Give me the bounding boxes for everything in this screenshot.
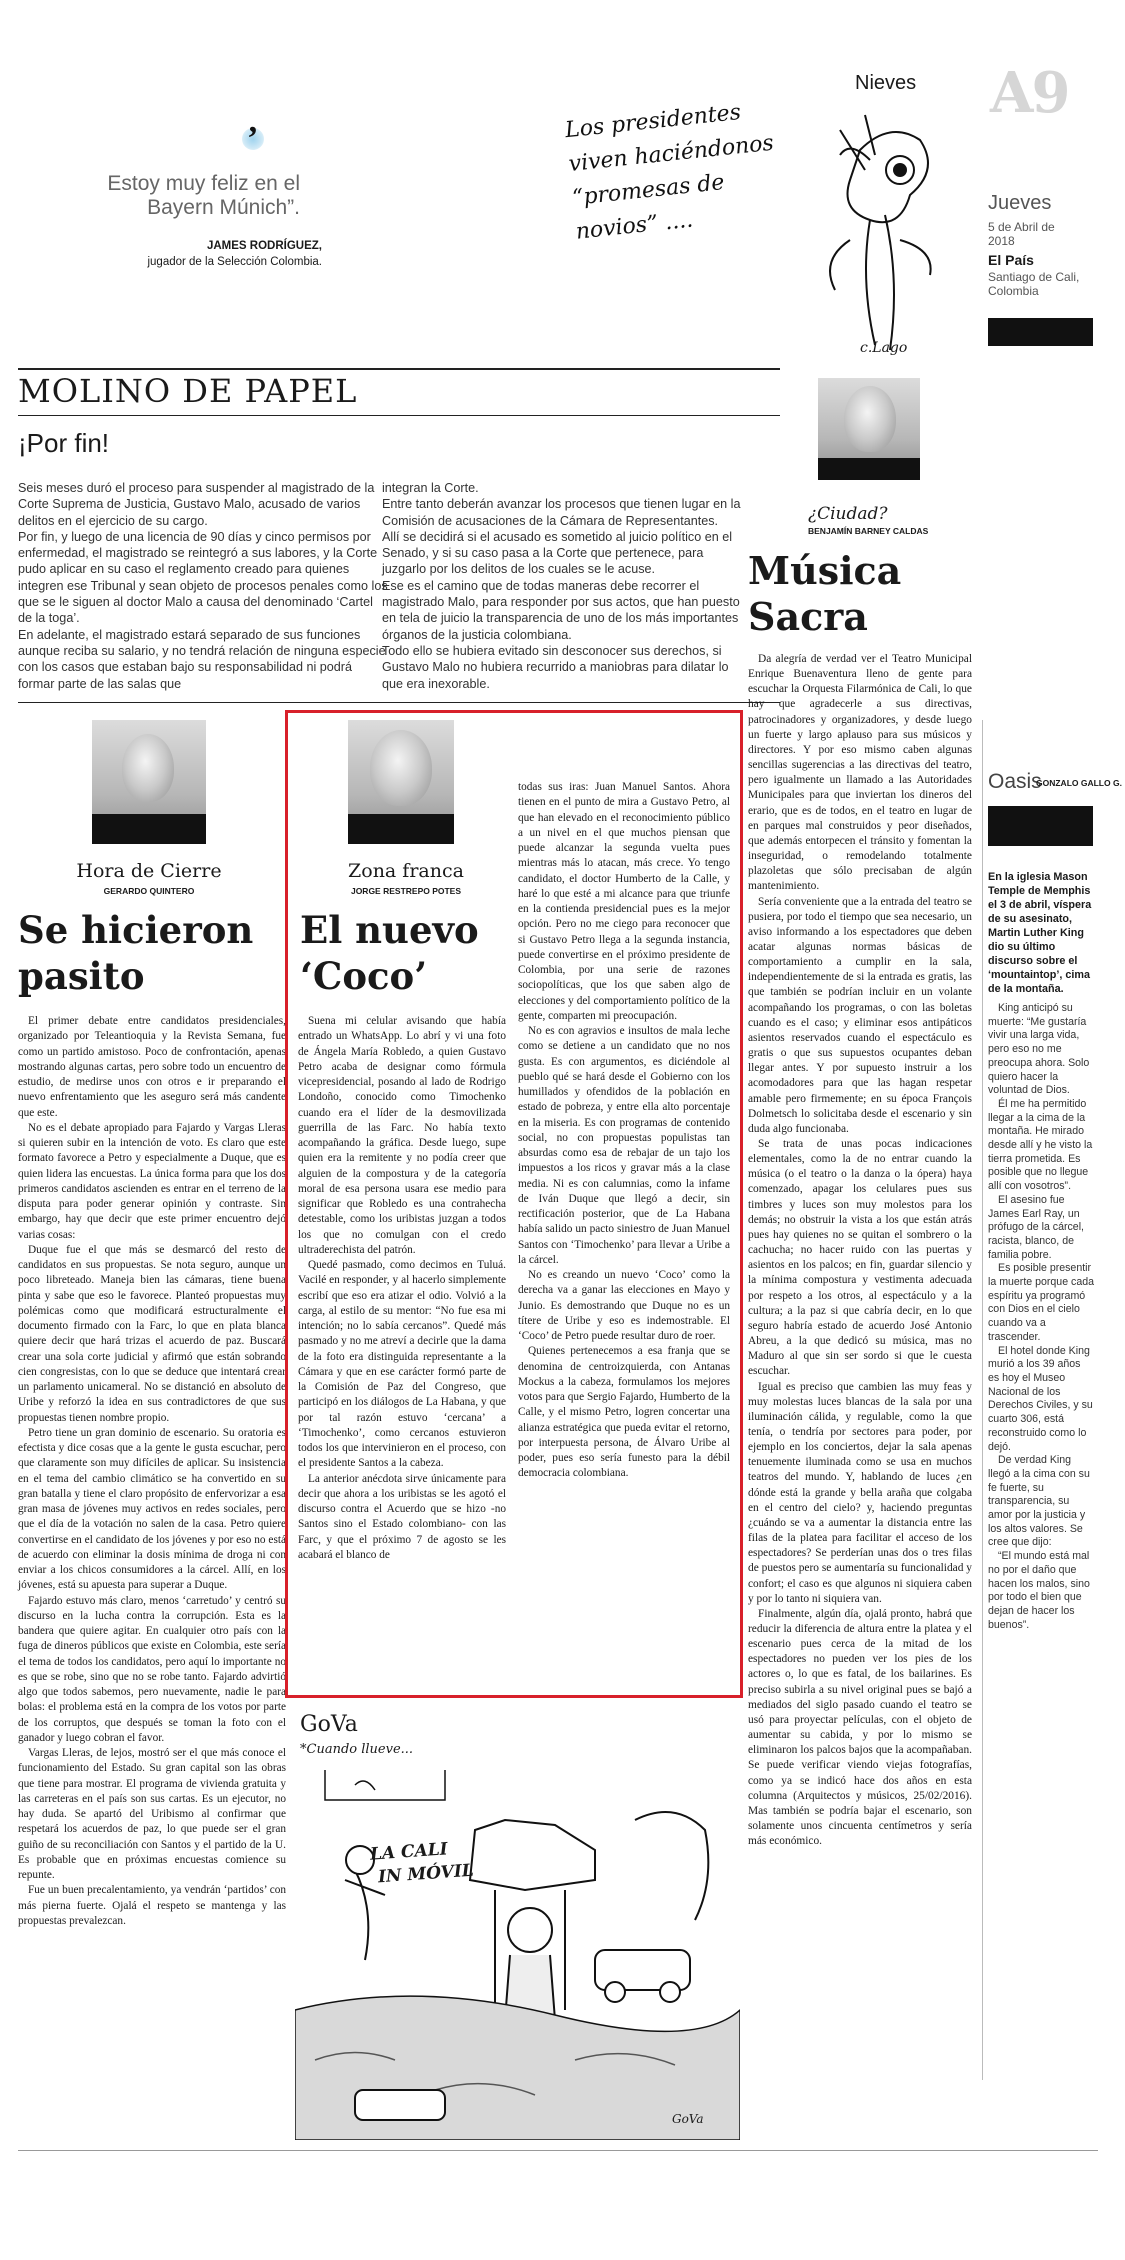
zona-headline-2: ‘Coco’ — [300, 954, 428, 998]
molino-paragraph: integran la Corte. — [382, 481, 479, 495]
editorial-cartoon — [530, 72, 950, 360]
gova-cartoon-drawing — [295, 1760, 740, 2140]
zona-paragraph: No es con agravios e insultos de mala leche como se detiene a un candidato que no nos gusta. Es con argumentos, es diciéndole al pueblo qué se hará desde el Gobierno con los humillados y ofendidos de la población en estado de pobreza, y entre ella alto porcentaje en la miseria. Es con programas de contenido social, no con propuestas populistas tan absurdas como esa de rebajar de un tajo los impuestos a los ricos y gravar más a la clase media. Ni es con calumnias, como la infame de Iván Duque que llegó a decir, sin rectificación posterior, que de La Habana había salido un pacto siniestro de Juan Manuel Santos con ‘Timochenko’ para llevar a Uribe a la cárcel. — [518, 1025, 730, 1266]
ciudad-paragraph: Igual es preciso que cambien las muy feas y muy molestas luces blancas de la sala por una iluminación cálida, y regulable, como la que tenía, o tendría por sectores para poder, por ejemplo en los conciertos, dejar la sala apenas tenuemente iluminada como se usa en muchos teatros del mundo. Y, hablando de luces ¿en dónde está la grande y bella araña que colgaba en el centro del cielo? y, haciendo preguntas ¿cuándo se va a aumentar la distancia entre las filas de la platea para facilitar el acceso de los espectadores? Se perderían unas dos o tres filas de puestos pero se aumentaría su funcionalidad y confort; el caso es que algunos ni siquiera caben y por lo tanto ni siquiera van. — [748, 1380, 972, 1605]
ciudad-paragraph: Finalmente, algún día, ojalá pronto, habrá que reducir la diferencia de altura entre la platea y el escenario pues cerca de la mitad de los espectadores no pueden ver los pies de los actores o, lo que es fatal, de los bailarines. Es preciso subirla a su nivel original pues se bajó a mediados del siglo pasado cuando el teatro se usó para proyectar películas, con el objeto de aumentar su cabida, y por lo mismo se eliminaron los palcos bajos que la acompañaban. Se puede verificar viendo viejas fotografías, como ya se indicó hace dos años en esta columna (Arquitectos y músicos, 25/02/2016). Mas también se podría bajar el escenario, son solamente unos cincuenta centímetros y sería más económico. — [748, 1607, 972, 1848]
zona-paragraph: Suena mi celular avisando que había entrado un WhatsApp. Lo abrí y vi una foto de Ángela María Robledo, a quien Gustavo Petro acaba de designar como fórmula vicepresidencial, posando al lado de Rodrigo Londoño, conocido como Timochenko cuando era el líder de la desmovilizada guerrilla de las Farc. No había texto acompañando la gráfica. Desde luego, supe quien era la remitente y no podía creer que alguien de la compostura y de la categoría moral de esa persona usara ese medio para significar que Robledo es una contrahecha detestable, como los uribistas juzgan a todos los que no comulgan con el credo ultraderechista del patrón. — [298, 1015, 506, 1256]
ciudad-paragraph: Sería conveniente que a la entrada del teatro se pusiera, por todo el tiempo que sea necesario, un aviso informando a los espectadores que deben acatar algunas normas básicas de comportamiento a cumplir en la sala, independientemente de si la entrada es gratis, las que también se podrían incluir en un volante acompañando los programas, o con las boletas cuando es el caso; y eliminar esos antipáticos asientos reservados cuando el espectáculo es gratis o que sus supuestos ocupantes deban llegar antes. Y por supuesto instruir a los acomodadores para que las hagan respetar amable pero firmemente; en su época François Dolmetsch lo solicitaba desde el escenario y sin duda algo funcionaba. — [748, 895, 972, 1135]
page-number: A9 — [990, 60, 1069, 126]
molino-paragraph: Por fin, y luego de una licencia de 90 días y cinco permisos por enfermedad, el magistrado se reintegró a sus labores, y la Corte pudo aplicar en su caso el reglamento creado para quienes integren ese Tribunal y sean objeto de procesos penales como los que se le siguen al doctor Malo a causa del denominado ‘Cartel de la toga’. — [18, 529, 388, 626]
molino-bottom-rule — [18, 702, 780, 703]
molino-headline: ¡Por fin! — [18, 428, 110, 458]
section-top-rule — [18, 368, 780, 370]
header-quote: Estoy muy feliz en el Bayern Múnich”. — [107, 172, 300, 219]
hora-paragraph: Fajardo estuvo más claro, menos ‘carretudo’ y centró su discurso en la lucha contra la corrupción. Esta es la bandera que quiere agitar. En cualquier otro país con la fuga de dineros públicos que existe en Colombia, este sería el tema de todos los candidatos, pero aquí lo importante no es que se robe, sino que no se robe tanto. Fajardo advirtió algo que todos sabemos, pero nuevamente, nadie le para bolas: el problema está en la compra de los votos por parte de los corruptos, que después se toman la foto con el ganador y luego cobran el favor. — [18, 1594, 286, 1744]
zona-paragraph: Quedé pasmado, como decimos en Tuluá. Vacilé en responder, y al hacerlo simplemente escribí que eso era atizar el odio. Volvió a la carga, al estilo de su mentor: “No fue esa mi intención; no lo sabía cercanos”. Quedé más pasmado y no me atreví a decirle que la dama de la foto era distinguida representante a la Cámara y que en ese carácter formó parte de la Comisión de Paz del Congreso, que participó en los diálogos de La Habana, y que por tal razón estuvo ‘cercana’ a ‘Timochenko’, como cercanos estuvieron todos los que intervinieron en el proceso, con el presidente Santos a la cabeza. — [298, 1259, 506, 1470]
edition-day: Jueves — [988, 192, 1052, 214]
oasis-lead: En la iglesia Mason Temple de Memphis el 3 de abril, víspera de su asesinato, Martin Luther King dio su último discurso sobre el ‘mountaintop’, cima de la montaña. — [988, 871, 1092, 995]
molino-section-title: MOLINO DE PAPEL — [18, 372, 358, 410]
zona-col2 — [518, 780, 730, 1482]
ciudad-author: BENJAMÍN BARNEY CALDAS — [808, 526, 929, 536]
molino-paragraph: Entre tanto deberán avanzar los procesos que tienen lugar en la Comisión de acusaciones de la Cámara de Representantes. — [382, 497, 741, 528]
header-black-bar — [988, 318, 1093, 346]
molino-paragraph: Allí se decidirá si el acusado es sometido al juicio político en el Senado, y si su caso pasa a la Corte que pertenece, para juzgarlo por los delitos de los cuales se le acuse. — [382, 529, 733, 577]
cartoon-caption: Los presidentes viven haciéndonos “promesas de novios” .... — [563, 99, 775, 245]
zona-author: JORGE RESTREPO POTES — [350, 886, 462, 896]
gova-sign-line-2: IN MÓVIL — [377, 1860, 475, 1888]
section-title-rule — [18, 415, 780, 416]
quote-author: JAMES RODRÍGUEZ, — [206, 240, 322, 252]
hora-headline-2: pasito — [18, 954, 145, 998]
oasis-column-name: Oasis — [988, 770, 1042, 793]
hora-paragraph: Fue un buen precalentamiento, ya vendrán ‘partidos’ con más pierna fuerte. Ojalá el respeto se mantenga y las propuestas prevalezcan. — [18, 1884, 286, 1927]
zona-column-name: Zona franca — [348, 860, 464, 882]
molino-paragraph: Ese es el camino que de todas maneras debe recorrer el magistrado Malo, para responder por sus actos, que han puesto en tela de juicio la transparencia de uno de los más importantes órganos de la justicia colombiana. — [382, 578, 740, 642]
ciudad-headline-1: Música — [748, 548, 902, 593]
hora-paragraph: Petro tiene un gran dominio de escenario. Su oratoria es efectista y dice cosas que a la gente le gusta escuchar, pero que claramente son muy difíciles de aplicar. Su insistencia en el tema del cambio climático se ha convertido en su gran batalla y tiene el claro propósito de enfervorizar a esa gran masa de jóvenes muy activos en redes sociales, pero que el día de la votación no salen de la casa. Petro quiere convertirse en el candidato de los jóvenes y por eso no está de acuerdo con eliminar la dosis mínima de droga ni con enviar a los chicos consumidores a la cárcel. Allí, en los jóvenes, está su apuesta para superar a Duque. — [18, 1426, 286, 1592]
oasis-paragraph: El hotel donde King murió a los 39 años es hoy el Museo Nacional de los Derechos Civiles, y su cuarto 306, está reconstruido como lo dejó. — [988, 1344, 1093, 1453]
hora-column-name: Hora de Cierre — [76, 860, 222, 882]
cartoon-figure — [750, 110, 950, 360]
gova-title: GoVa — [300, 1712, 358, 1737]
zona-paragraph: Quienes pertenecemos a esa franja que se denomina de centroizquierda, con Antanas Mockus a la cabeza, formulamos los mejores votos para que Sergio Fajardo, Humberto de la Calle, y el mismo Petro, logren concertar una alianza estratégica que pueda evitar el retorno, por interpuesta persona, de Álvaro Uribe al poder, pues eso sería funesto para la débil democracia colombiana. — [518, 1345, 730, 1480]
molino-paragraph: Seis meses duró el proceso para suspender al magistrado de la Corte Suprema de Justicia, Gustavo Malo, acusado de varios delitos en el ejercicio de su cargo. — [18, 481, 375, 528]
gova-caption: *Cuando llueve... — [300, 1742, 414, 1757]
ciudad-column-name: ¿Ciudad? — [808, 504, 888, 524]
oasis-author: GONZALO GALLO G. — [1036, 778, 1122, 788]
hora-paragraph: Duque fue el que más se desmarcó del resto de candidatos en sus propuestas. Se nota seguro, aunque un poco libreteado. Maneja bien las cámaras, tiene buena pinta y sabe que eso le favorece. Planteó propuestas muy polémicas como que modificará estructuralmente el documento firmado con la Farc, lo que en plata blanca quiere decir que hará trizas el acuerdo de paz. Buscará crear una sola corte judicial y afirmó que están sobrando cien congresistas, con lo que se deduce que intentará crear un parlamento unicameral. No se distanció en absoluto de Uribe y reforzó la idea en sus contradictores de que sus propuestas tienen nombre propio. — [18, 1243, 286, 1424]
hora-headline-1: Se hicieron — [18, 908, 254, 952]
oasis-paragraph: Él me ha permitido llegar a la cima de la montaña. He mirado desde allí y he visto la tierra prometida. Es posible que no llegue allí con vosotros”. — [988, 1097, 1093, 1193]
hora-paragraph: Vargas Lleras, de lejos, mostró ser el que más conoce el funcionamiento del Estado. Su gran capital son las obras que tiene para mostrar. El programa de vivienda gratuita y las carreteras en el país son sus cartas. Es un ejecutor, no hay duda. Se apartó del Uribismo al confirmar que respetará los acuerdos de paz, lo que puede ser el gran guiño de su reconciliación con Santos y el partido de la U. Es probable que en próximas encuestas comience su repunte. — [18, 1747, 286, 1881]
molino-paragraph: En adelante, el magistrado estará separado de sus funciones aunque reciba su salario, y no tendrá relación de ninguna especie con los casos que estaban bajo su responsabilidad ni podrá formar parte de las salas que — [18, 627, 386, 691]
zona-col1 — [298, 1014, 506, 1563]
quote-role: jugador de la Selección Colombia. — [147, 256, 322, 268]
zona-paragraph: La anterior anécdota sirve únicamente para decir que ahora a los uribistas se les agotó el discurso contra el Acuerdo que se hizo -no Santos sino el Estado colombiano- con las Farc, y que el próximo 7 de agosto se les acabará el blanco de — [298, 1472, 506, 1561]
quote-glyph: ’ — [247, 120, 259, 157]
author-photo-quintero — [92, 720, 206, 844]
oasis-paragraph: King anticipó su muerte: “Me gustaría vivir una larga vida, pero eso no me preocupa ahora. Solo quiero hacer la voluntad de Dios. — [988, 1002, 1090, 1097]
zona-paragraph: No es creando un nuevo ‘Coco’ como la derecha va a ganar las elecciones en Mayo y Junio. Es demostrando que Duque no es un títere de Uribe y eso es indemostrable. El ‘Coco’ de Petro puede resultar duro de roer. — [518, 1269, 730, 1342]
edition-date: 5 de Abril de 2018 — [988, 220, 1055, 248]
oasis-paragraph: De verdad King llegó a la cima con su fe fuerte, su transparencia, su amor por la justicia y los altos valores. Se cree que dijo: — [988, 1454, 1090, 1549]
molino-col2 — [382, 480, 744, 692]
oasis-black-bar — [988, 806, 1093, 846]
cartoonist-name: Nieves — [855, 72, 917, 94]
hora-body — [18, 1014, 286, 1929]
zona-paragraph: todas sus iras: Juan Manuel Santos. Ahora tienen en el punto de mira a Gustavo Petro, al que han elevado en el reconocimiento público a un nivel en el que muchos piensan que puede alcanzar la segunda vuelta pues mientras más lo atacan, más crece. Yo tengo candidato, el doctor Humberto de la Calle, y haré lo que esté a mi alcance para que triunfe en la contienda presidencial pues es la mejor opción. Pero no me ciego para reconocer que si Gustavo Petro llega a la segunda instancia, puede convertirse en el próximo presidente de Colombia, por una serie de razones sociopolíticas, que los que saben algo de elecciones y del comportamiento político de la gente, comparten mi preocupación. — [518, 781, 730, 1022]
author-photo-restrepo — [348, 720, 454, 844]
hora-paragraph: No es el debate apropiado para Fajardo y Vargas Lleras si quieren subir en la intención de voto. Es claro que este formato favorece a Petro y especialmente a Duque, que es quien lidera las encuestas. La única forma para que los dos primeros candidatos ascienden es entrar en el terreno de la disputa para poder generar opinión y contraste. Sin embargo, hay que decir que este primer encuentro dejó varias cosas: — [18, 1121, 286, 1241]
newspaper-name: El País — [988, 252, 1034, 268]
zona-headline-1: El nuevo — [300, 908, 479, 952]
gova-signature: GoVa — [672, 2112, 704, 2126]
edition-city: Santiago de Cali, Colombia — [988, 270, 1080, 298]
ciudad-headline-2: Sacra — [748, 594, 868, 639]
oasis-paragraph: “El mundo está mal no por el daño que hacen los malos, sino por todo el bien que dejan de hacer los buenos”. — [988, 1550, 1090, 1631]
page-bottom-rule — [18, 2150, 1098, 2151]
oasis-body — [988, 1002, 1094, 1632]
oasis-paragraph: El asesino fue James Earl Ray, un prófugo de la cárcel, racista, blanco, de familia pobre. — [988, 1193, 1084, 1261]
hora-author: GERARDO QUINTERO — [103, 886, 195, 896]
ciudad-body — [748, 652, 972, 1849]
cartoon-signature: c.Lago — [860, 340, 908, 356]
molino-paragraph: Todo ello se hubiera evitado sin desconocer sus derechos, si Gustavo Malo no hubiera recurrido a maniobras para dilatar lo que era inexorable. — [382, 643, 729, 691]
oasis-paragraph: Es posible presentir la muerte porque cada espíritu ya programó con Dios en el cielo cuando va a trascender. — [988, 1262, 1095, 1343]
hora-paragraph: El primer debate entre candidatos presidenciales, organizado por Teleantioquia y la Revista Semana, fue como un partido amistoso. Poco de confrontación, apenas mostrando algunas cartas, pero sobre todo un encuentro de estudio, de medirse unos con otros e ir preparando el nuevo enfrentamiento que les aseguro será más candente que este. — [18, 1015, 286, 1119]
gova-sign-line-1: LA CALI — [369, 1839, 449, 1865]
ciudad-paragraph: Da alegría de verdad ver el Teatro Municipal Enrique Buenaventura lleno de gente para escuchar la Orquesta Filarmónica de Cali, lo que hay que agradecerle a sus directivas, patrocinadores y organizadores, y desde luego un fuerte y largo aplauso para sus músicos y directores. Y por eso mismo caben algunas sencillas sugerencias a las directivas del teatro, pero igualmente un llamado a las Autoridades Municipales para que inviertan los dineros del erario, que es de todos, en el teatro en lugar de en parques mal construidos y peor diseñados, que además entorpecen el tránsito y fomentan la inseguridad, o remodelando totalmente plazoletas que sólo precisaban de algún mantenimiento. — [748, 653, 972, 893]
ciudad-paragraph: Se trata de unas pocas indicaciones elementales, como la de no entrar cuando la música (o el teatro o la danza o la ópera) haya comenzado, apagar los celulares pues sus timbres y luces son muy molestos para los demás; no obstruir la vista a los que están atrás pues hay quienes no se quitan el sombrero o la cachucha; no hacer ruido con las puertas y asientos en los palcos; en fin, guardar silencio y la mínima compostura y vestimenta adecuada por respeto a los otros, al espectáculo y a la cultura; a la paz si que cabría decir, en lo que seguro habría estado de acuerdo José Antonio Abreu, a la que dedicó su música, mas no Maduro al que sin ser sordo si que le cuesta escuchar. — [748, 1138, 972, 1378]
molino-col1 — [18, 480, 388, 692]
oasis-divider — [982, 720, 983, 2080]
author-photo-barney — [818, 378, 920, 480]
